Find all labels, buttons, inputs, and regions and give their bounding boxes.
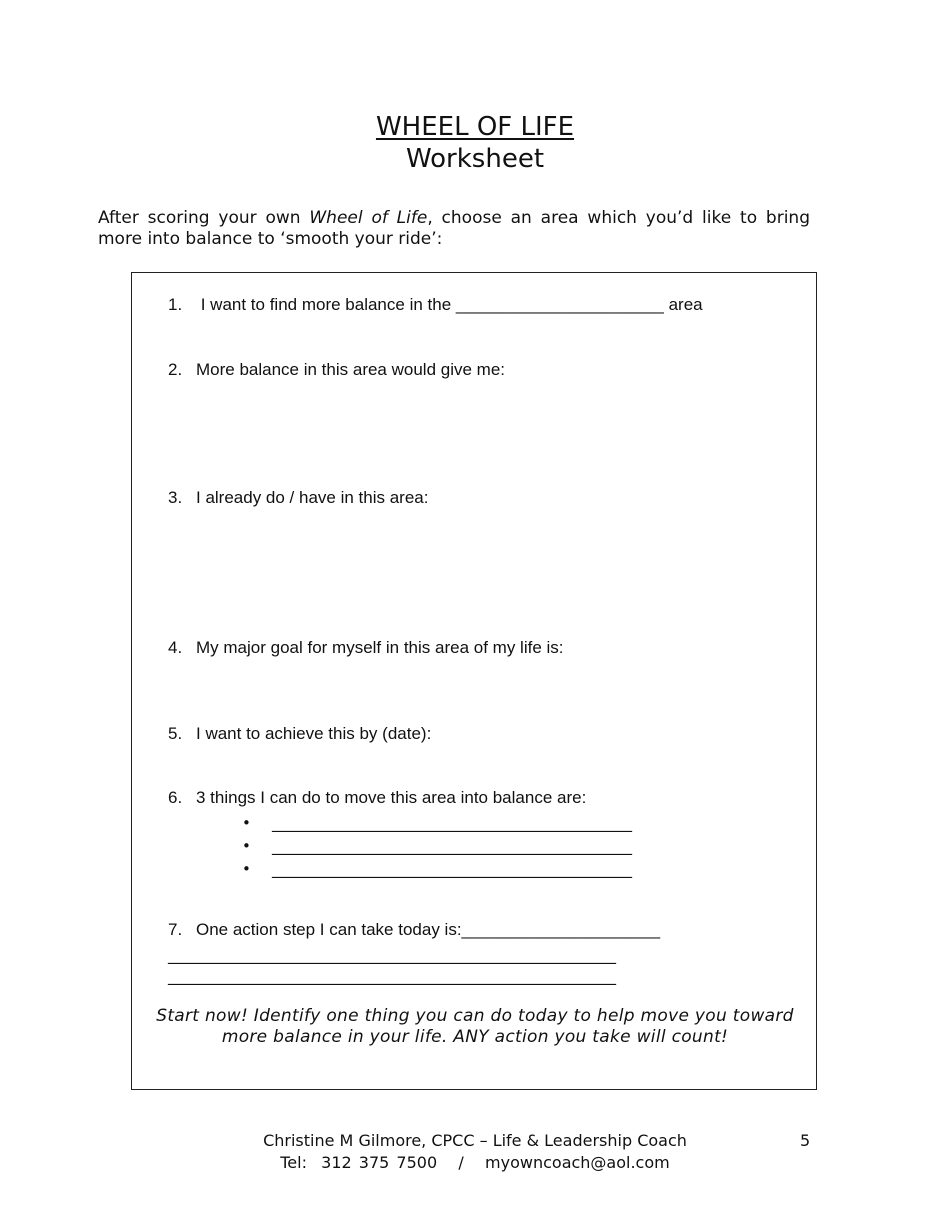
- question-text: My major goal for myself in this area of my life is:: [196, 638, 564, 657]
- question-number: 3.: [168, 488, 183, 507]
- action-bullet-3: [242, 858, 632, 880]
- question-text: More balance in this area would give me:: [196, 360, 505, 379]
- question-text: I want to find more balance in the ______________________ area: [196, 295, 703, 314]
- closing-line-2: more balance in your life. ANY action you take will count!: [221, 1027, 729, 1047]
- page-subtitle: Worksheet: [405, 144, 545, 174]
- intro-paragraph: [98, 208, 810, 250]
- blank-line-2: ________________________________________________________: [168, 966, 616, 985]
- question-number: 7.: [168, 920, 183, 939]
- intro-text-before: After scoring your own: [98, 208, 310, 228]
- intro-text-after: , choose an area which you’d like to bring more into balance to ‘smooth your ride’:: [98, 208, 811, 249]
- worksheet-box: [131, 272, 817, 1090]
- question-text: I want to achieve this by (date):: [196, 724, 432, 743]
- blank-line: _____________________________________________: [272, 836, 632, 855]
- page-number: 5: [800, 1131, 811, 1150]
- blank-line: _____________________________________________: [272, 813, 632, 832]
- question-text: 3 things I can do to move this area into balance are:: [196, 788, 587, 807]
- bullet-dot: •: [242, 814, 251, 832]
- bullet-dot: •: [242, 860, 251, 878]
- footer-contact: Tel: 312 375 7500 / myowncoach@aol.com: [280, 1153, 670, 1172]
- action-bullet-2: [242, 835, 632, 857]
- question-5: [168, 723, 431, 745]
- intro-emphasis: Wheel of Life: [309, 208, 428, 228]
- question-1: [168, 294, 703, 316]
- question-text: I already do / have in this area:: [196, 488, 429, 507]
- question-number: 5.: [168, 724, 183, 743]
- question-number: 6.: [168, 788, 183, 807]
- closing-message: [132, 1006, 818, 1048]
- closing-line-1: Start now! Identify one thing you can do today to help move you toward: [156, 1006, 794, 1026]
- question-text: One action step I can take today is:_____________________: [196, 920, 661, 939]
- worksheet-title: [0, 112, 950, 174]
- page-title: WHEEL OF LIFE: [375, 112, 575, 142]
- question-number: 4.: [168, 638, 183, 657]
- question-6: [168, 787, 586, 809]
- footer-name: Christine M Gilmore, CPCC – Life & Leadership Coach: [263, 1131, 687, 1150]
- question-number: 1.: [168, 295, 183, 314]
- blank-line: _____________________________________________: [272, 859, 632, 878]
- bullet-dot: •: [242, 837, 251, 855]
- blank-line-1: ________________________________________________________: [168, 945, 616, 964]
- question-4: [168, 637, 564, 659]
- action-bullet-1: [242, 812, 632, 834]
- question-number: 2.: [168, 360, 183, 379]
- question-7: [168, 919, 660, 941]
- question-2: [168, 359, 505, 381]
- question-3: [168, 487, 428, 509]
